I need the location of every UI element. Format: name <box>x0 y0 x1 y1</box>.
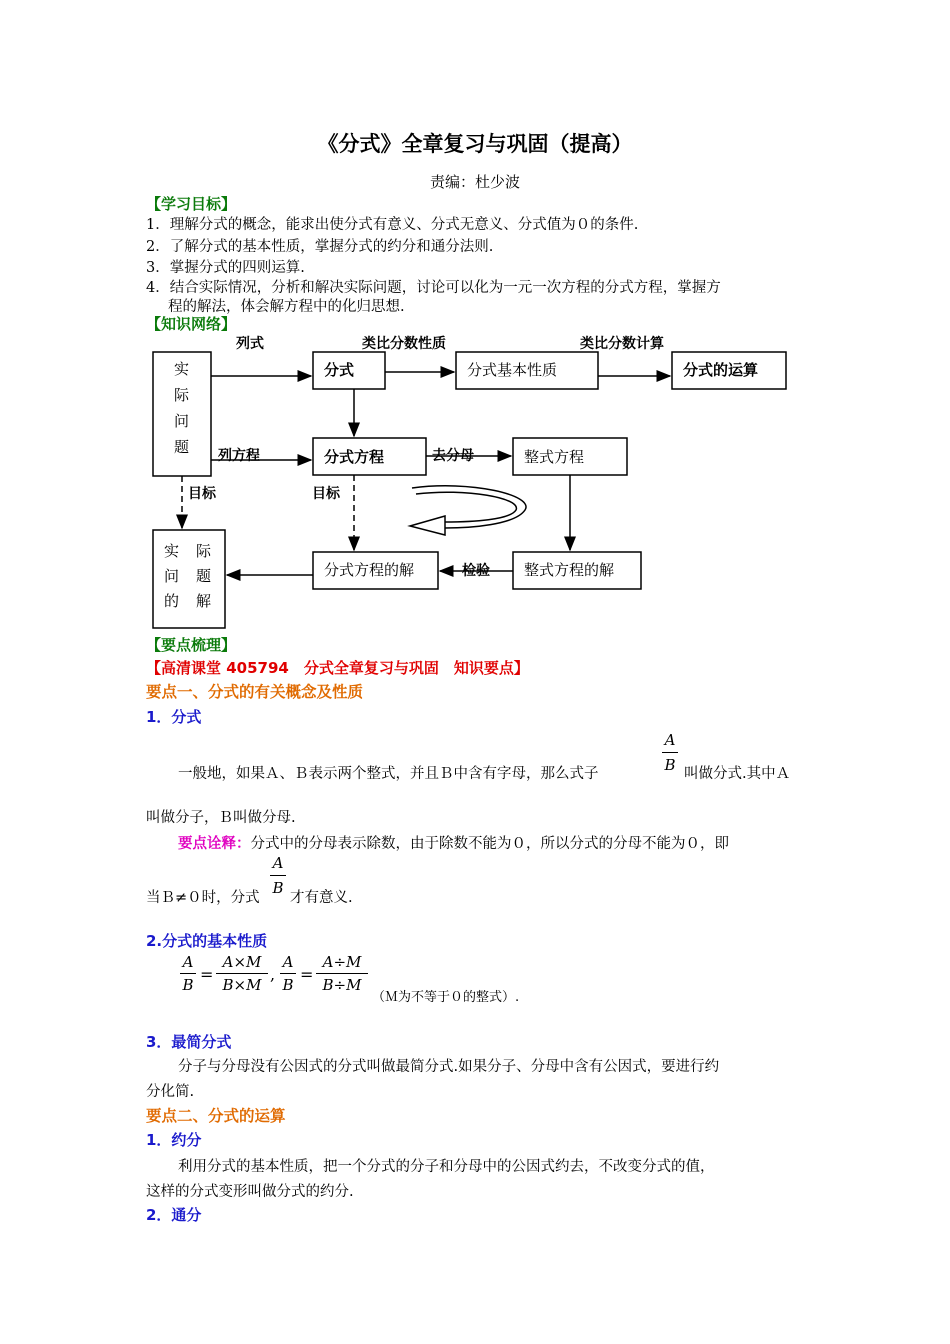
box-actual-solution-char: 的 <box>164 592 180 610</box>
frac-bar <box>662 752 678 753</box>
p2s1-line1: 利用分式的基本性质，把一个分式的分子和分母中的公因式约去，不改变分式的值， <box>178 1159 715 1175</box>
box-actual-problem-char: 问 <box>174 412 190 430</box>
label-goal-left: 目标 <box>188 486 216 502</box>
frac-denominator: B <box>664 756 676 774</box>
frac-denominator: B×M <box>222 976 262 994</box>
formula-a-over-b <box>180 953 196 994</box>
curved-arrow-lower <box>416 492 516 522</box>
goal-item: 2．了解分式的基本性质，掌握分式的约分和通分法则. <box>146 239 494 255</box>
s1-line1a: 一般地，如果Ａ、Ｂ表示两个整式，并且Ｂ中含有字母，那么式子 <box>178 766 599 782</box>
goals-heading: 【学习目标】 <box>146 195 237 213</box>
s1-line2: 叫做分子，Ｂ叫做分母. <box>146 810 296 826</box>
frac-bar <box>216 973 268 974</box>
label-goal-middle: 目标 <box>312 486 340 502</box>
frac-bar <box>316 973 368 974</box>
label-analogy-property: 类比分数性质 <box>362 336 446 352</box>
note-line2a: 当Ｂ≠０时，分式 <box>146 890 260 906</box>
s3-line2: 分化简. <box>146 1084 195 1100</box>
goal-item: 4．结合实际情况，分析和解决实际问题，讨论可以化为一元一次方程的分式方程，掌握方 <box>146 280 721 296</box>
curved-arrow-head <box>410 516 445 535</box>
frac-numerator: A÷M <box>322 953 362 971</box>
part2-heading: 要点二、分式的运算 <box>146 1107 286 1125</box>
note-line1 <box>178 832 729 853</box>
box-integral-eq-solution-label: 整式方程的解 <box>524 561 615 579</box>
fraction-a-over-b <box>662 731 678 774</box>
box-fraction-equation-label: 分式方程 <box>324 448 385 466</box>
equals-sign: = <box>300 965 314 984</box>
p2s2-heading: 2．通分 <box>146 1206 202 1224</box>
label-list-expression: 列式 <box>236 336 264 352</box>
frac-bar <box>270 875 286 876</box>
frac-numerator: A <box>272 854 284 872</box>
frac-denominator: B <box>282 976 294 994</box>
course-link: 【高清课堂 405794 分式全章复习与巩固 知识要点】 <box>146 659 529 677</box>
box-basic-property-label: 分式基本性质 <box>467 361 558 379</box>
s3-heading: 3．最简分式 <box>146 1033 232 1051</box>
goal-item: 1．理解分式的概念，能求出使分式有意义、分式无意义、分式值为０的条件. <box>146 217 639 233</box>
p2s1-line2: 这样的分式变形叫做分式的约分. <box>146 1184 354 1200</box>
note-line2b: 才有意义. <box>290 890 353 906</box>
frac-denominator: B÷M <box>322 976 362 994</box>
frac-numerator: A×M <box>222 953 262 971</box>
comma: , <box>270 965 276 984</box>
knowledge-network-diagram <box>140 330 810 635</box>
box-actual-solution-char: 实 <box>164 542 180 560</box>
box-actual-solution-char: 题 <box>196 567 212 585</box>
box-integral-equation-label: 整式方程 <box>524 448 585 466</box>
frac-denominator: B <box>272 879 284 897</box>
box-fraction-label: 分式 <box>324 361 355 379</box>
frac-bar <box>280 973 296 974</box>
label-list-equation: 列方程 <box>218 448 260 464</box>
formula-adivm-over-bdivm <box>316 953 368 994</box>
box-fraction-eq-solution-label: 分式方程的解 <box>324 561 415 579</box>
box-actual-solution-char: 问 <box>164 567 180 585</box>
s1-heading: 1．分式 <box>146 708 202 726</box>
note-text: 分式中的分母表示除数，由于除数不能为０，所以分式的分母不能为０，即 <box>250 836 729 852</box>
formula-a-over-b <box>280 953 296 994</box>
equals-sign: = <box>200 965 214 984</box>
network-heading: 【知识网络】 <box>146 315 237 333</box>
s2-note: （Ｍ为不等于０的整式）. <box>372 990 520 1005</box>
p2s1-heading: 1．约分 <box>146 1131 202 1149</box>
box-actual-solution-char: 际 <box>196 542 212 560</box>
s3-line1: 分子与分母没有公因式的分式叫做最简分式.如果分子、分母中含有公因式，要进行约 <box>178 1059 720 1075</box>
box-operation-label: 分式的运算 <box>683 361 759 379</box>
box-actual-solution-char: 解 <box>196 592 212 610</box>
part1-heading: 要点一、分式的有关概念及性质 <box>146 683 364 701</box>
s2-heading: 2.分式的基本性质 <box>146 932 268 950</box>
frac-numerator: A <box>664 731 676 749</box>
fraction-a-over-b <box>270 854 286 897</box>
label-check: 检验 <box>462 563 490 579</box>
note-label: 要点诠释： <box>178 836 251 852</box>
box-actual-problem-char: 实 <box>174 360 190 378</box>
s1-line1b: 叫做分式.其中Ａ <box>684 766 791 782</box>
editor-line: 责编：杜少波 <box>429 173 520 191</box>
frac-denominator: B <box>182 976 194 994</box>
goal-item: 程的解法，体会解方程中的化归思想. <box>168 299 405 315</box>
frac-numerator: A <box>282 953 294 971</box>
points-heading: 【要点梳理】 <box>146 636 237 654</box>
formula-am-over-bm <box>216 953 268 994</box>
frac-bar <box>180 973 196 974</box>
frac-numerator: A <box>182 953 194 971</box>
label-remove-denominator: 去分母 <box>432 448 474 464</box>
page-title: 《分式》全章复习与巩固（提高） <box>317 132 633 156</box>
box-actual-problem-char: 际 <box>174 386 190 404</box>
goal-item: 3．掌握分式的四则运算. <box>146 260 305 276</box>
label-analogy-calc: 类比分数计算 <box>580 336 664 352</box>
box-actual-problem-char: 题 <box>174 438 190 456</box>
